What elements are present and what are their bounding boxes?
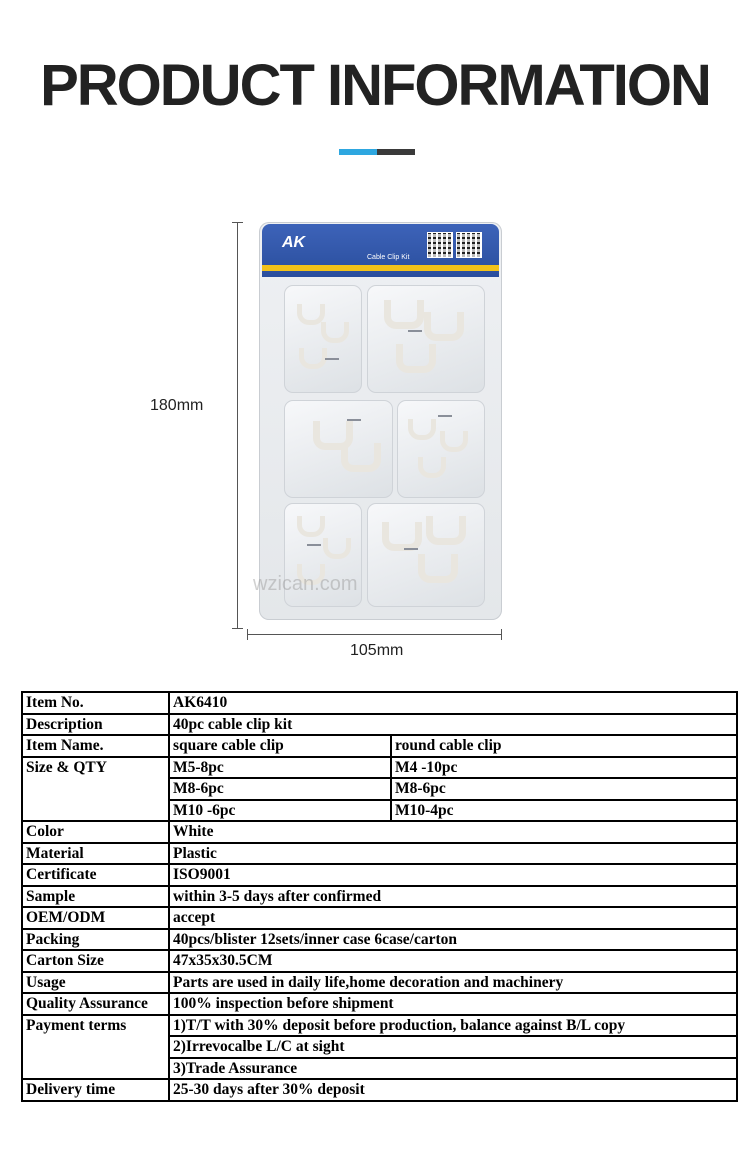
height-dimension-line: [237, 222, 238, 628]
cable-clip: [418, 457, 446, 478]
table-row: [22, 907, 737, 929]
title-accent-dark: [377, 149, 415, 155]
height-dimension-cap-bottom: [232, 628, 243, 629]
cable-clip: [384, 300, 424, 329]
row-value: square cable clip: [169, 735, 391, 757]
row-label: Sample: [22, 886, 169, 908]
brand-logo: AK: [282, 234, 306, 251]
height-label: 180mm: [150, 397, 204, 414]
cable-clip: [440, 431, 468, 452]
table-row: [22, 972, 737, 994]
cable-clip: [418, 554, 458, 583]
cable-clip: [396, 344, 436, 373]
blister-compartment: [284, 400, 393, 498]
qr-code-icon: [456, 232, 482, 258]
row-value: M10-4pc: [391, 800, 737, 822]
cable-clip: [426, 516, 466, 545]
row-label: Packing: [22, 929, 169, 951]
title-accent-blue: [339, 149, 377, 155]
cable-clip: [424, 312, 464, 341]
table-row: [22, 929, 737, 951]
width-label: 105mm: [350, 642, 404, 659]
table-row: [22, 714, 737, 736]
blister-compartment: [367, 285, 485, 393]
nail: [408, 330, 422, 332]
row-value: accept: [169, 907, 737, 929]
package-header-strip: [262, 265, 499, 271]
watermark: wzican.com: [253, 573, 358, 595]
cable-clip: [321, 322, 349, 343]
row-value: M8-6pc: [169, 778, 391, 800]
table-row: [22, 821, 737, 843]
row-value: White: [169, 821, 737, 843]
nail: [307, 544, 321, 546]
cable-clip: [297, 516, 325, 537]
table-row: [22, 1015, 737, 1037]
blister-compartment: [397, 400, 485, 498]
package-header: [262, 224, 499, 277]
table-row: [22, 886, 737, 908]
table-row: [22, 950, 737, 972]
row-value: AK6410: [169, 692, 737, 714]
row-label: OEM/ODM: [22, 907, 169, 929]
table-row: [22, 864, 737, 886]
row-value: Plastic: [169, 843, 737, 865]
row-value: 1)T/T with 30% deposit before production, balance against B/L copy: [169, 1015, 737, 1037]
row-value: within 3-5 days after confirmed: [169, 886, 737, 908]
cable-clip: [323, 538, 351, 559]
row-value: Parts are used in daily life,home decoration and machinery: [169, 972, 737, 994]
row-label: Payment terms: [22, 1015, 169, 1080]
row-value: 25-30 days after 30% deposit: [169, 1079, 737, 1101]
cable-clip: [382, 522, 422, 551]
row-value: 100% inspection before shipment: [169, 993, 737, 1015]
cable-clip: [341, 443, 381, 472]
row-label: Color: [22, 821, 169, 843]
row-label: Delivery time: [22, 1079, 169, 1101]
row-label: Quality Assurance: [22, 993, 169, 1015]
width-dimension-line: [247, 634, 502, 635]
height-dimension-cap-top: [232, 222, 243, 223]
row-value: round cable clip: [391, 735, 737, 757]
nail: [438, 415, 452, 417]
row-label: Usage: [22, 972, 169, 994]
row-value: 47x35x30.5CM: [169, 950, 737, 972]
row-label: Carton Size: [22, 950, 169, 972]
row-label: Description: [22, 714, 169, 736]
package-title: Cable Clip Kit: [367, 254, 410, 261]
row-value: ISO9001: [169, 864, 737, 886]
width-dimension-cap-left: [247, 629, 248, 640]
row-value: 2)Irrevocalbe L/C at sight: [169, 1036, 737, 1058]
spec-table: [21, 691, 738, 1102]
row-value: 40pc cable clip kit: [169, 714, 737, 736]
row-value: 3)Trade Assurance: [169, 1058, 737, 1080]
row-value: M5-8pc: [169, 757, 391, 779]
table-row: [22, 1079, 737, 1101]
qr-code-icon: [427, 232, 453, 258]
row-label: Item Name.: [22, 735, 169, 757]
blister-compartment: [284, 285, 362, 393]
table-row: [22, 843, 737, 865]
nail: [404, 548, 418, 550]
row-label: Material: [22, 843, 169, 865]
row-value: M8-6pc: [391, 778, 737, 800]
table-row: [22, 735, 737, 757]
row-label: Certificate: [22, 864, 169, 886]
cable-clip: [299, 348, 327, 369]
table-row: [22, 993, 737, 1015]
table-row: [22, 692, 737, 714]
row-label: Item No.: [22, 692, 169, 714]
row-label: Size & QTY: [22, 757, 169, 822]
cable-clip: [408, 419, 436, 440]
width-dimension-cap-right: [501, 629, 502, 640]
row-value: M4 -10pc: [391, 757, 737, 779]
blister-compartment: [367, 503, 485, 607]
page-title: PRODUCT INFORMATION: [40, 53, 710, 118]
row-value: 40pcs/blister 12sets/inner case 6case/carton: [169, 929, 737, 951]
table-row: [22, 757, 737, 779]
row-value: M10 -6pc: [169, 800, 391, 822]
nail: [325, 358, 339, 360]
nail: [347, 419, 361, 421]
